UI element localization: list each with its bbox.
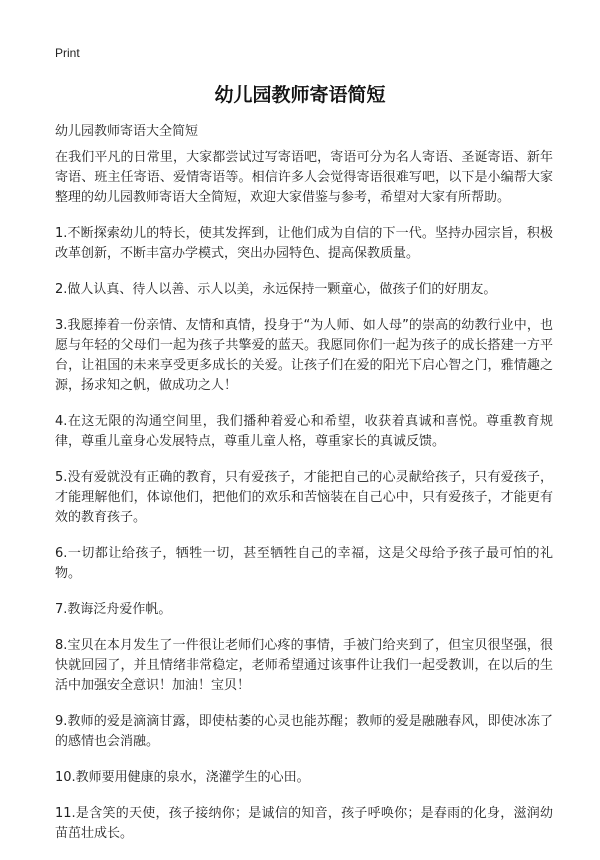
- wish-item-8: 8.宝贝在本月发生了一件很让老师们心疼的事情，手被门给夹到了，但宝贝很坚强，很快就回园了，并且情绪非常稳定，老师希望通过该事件让我们一起受教训，在以后的生活中加强安全意识！加油！宝贝！: [55, 638, 553, 693]
- wish-item-1: 1.不断探索幼儿的特长，使其发挥到，让他们成为自信的下一代。坚持办园宗旨，积极改革创新，不断丰富办学模式，突出办园特色、提高保教质量。: [55, 226, 553, 261]
- wish-item-2: 2.做人认真、待人以善、示人以美，永远保持一颗童心，做孩子们的好朋友。: [55, 282, 497, 297]
- wish-item-6: 6.一切都让给孩子，牺牲一切，甚至牺牲自己的幸福，这是父母给予孩子最可怕的礼物。: [55, 546, 553, 581]
- wish-item-3: 3.我愿捧着一份亲情、友情和真情，投身于“为人师、如人母”的崇高的幼教行业中，也愿与年轻的父母们一起为孩子共擎爱的蓝天。我愿同你们一起为孩子的成长搭建一方平台，让祖国的未来享受更多成长的关爱。让孩子们在爱的阳光下启心智之门，雅情趣之源，扬求知之帆，做成功之人！: [55, 318, 553, 393]
- print-link[interactable]: Print: [55, 46, 80, 60]
- wish-item-11: 11.是含笑的天使，孩子接纳你；是诚信的知音，孩子呼唤你；是春雨的化身，滋润幼苗茁壮成长。: [55, 806, 553, 841]
- wish-item-4: 4.在这无限的沟通空间里，我们播种着爱心和希望，收获着真诚和喜悦。尊重教育规律，尊重儿童身心发展特点，尊重儿童人格，尊重家长的真诚反馈。: [55, 414, 553, 449]
- intro-paragraph: 在我们平凡的日常里，大家都尝试过写寄语吧，寄语可分为名人寄语、圣诞寄语、新年寄语、班主任寄语、爱情寄语等。相信许多人会觉得寄语很难写吧，以下是小编帮大家整理的幼儿园教师寄语大全简短，欢迎大家借鉴与参考，希望对大家有所帮助。: [55, 150, 553, 205]
- wish-item-5: 5.没有爱就没有正确的教育，只有爱孩子，才能把自己的心灵献给孩子，只有爱孩子，才能理解他们，体谅他们，把他们的欢乐和苦恼装在自己心中，只有爱孩子，才能更有效的教育孩子。: [55, 470, 553, 525]
- document-subtitle: 幼儿园教师寄语大全简短: [55, 124, 199, 139]
- document-body: [55, 148, 553, 860]
- wish-item-7: 7.教诲泛舟爱作帆。: [55, 602, 172, 617]
- wish-item-9: 9.教师的爱是滴滴甘露，即使枯萎的心灵也能苏醒；教师的爱是融融春风，即使冰冻了的感情也会消融。: [55, 714, 553, 749]
- wish-item-10: 10.教师要用健康的泉水，浇灌学生的心田。: [55, 770, 310, 785]
- document-title: 幼儿园教师寄语简短: [214, 84, 386, 106]
